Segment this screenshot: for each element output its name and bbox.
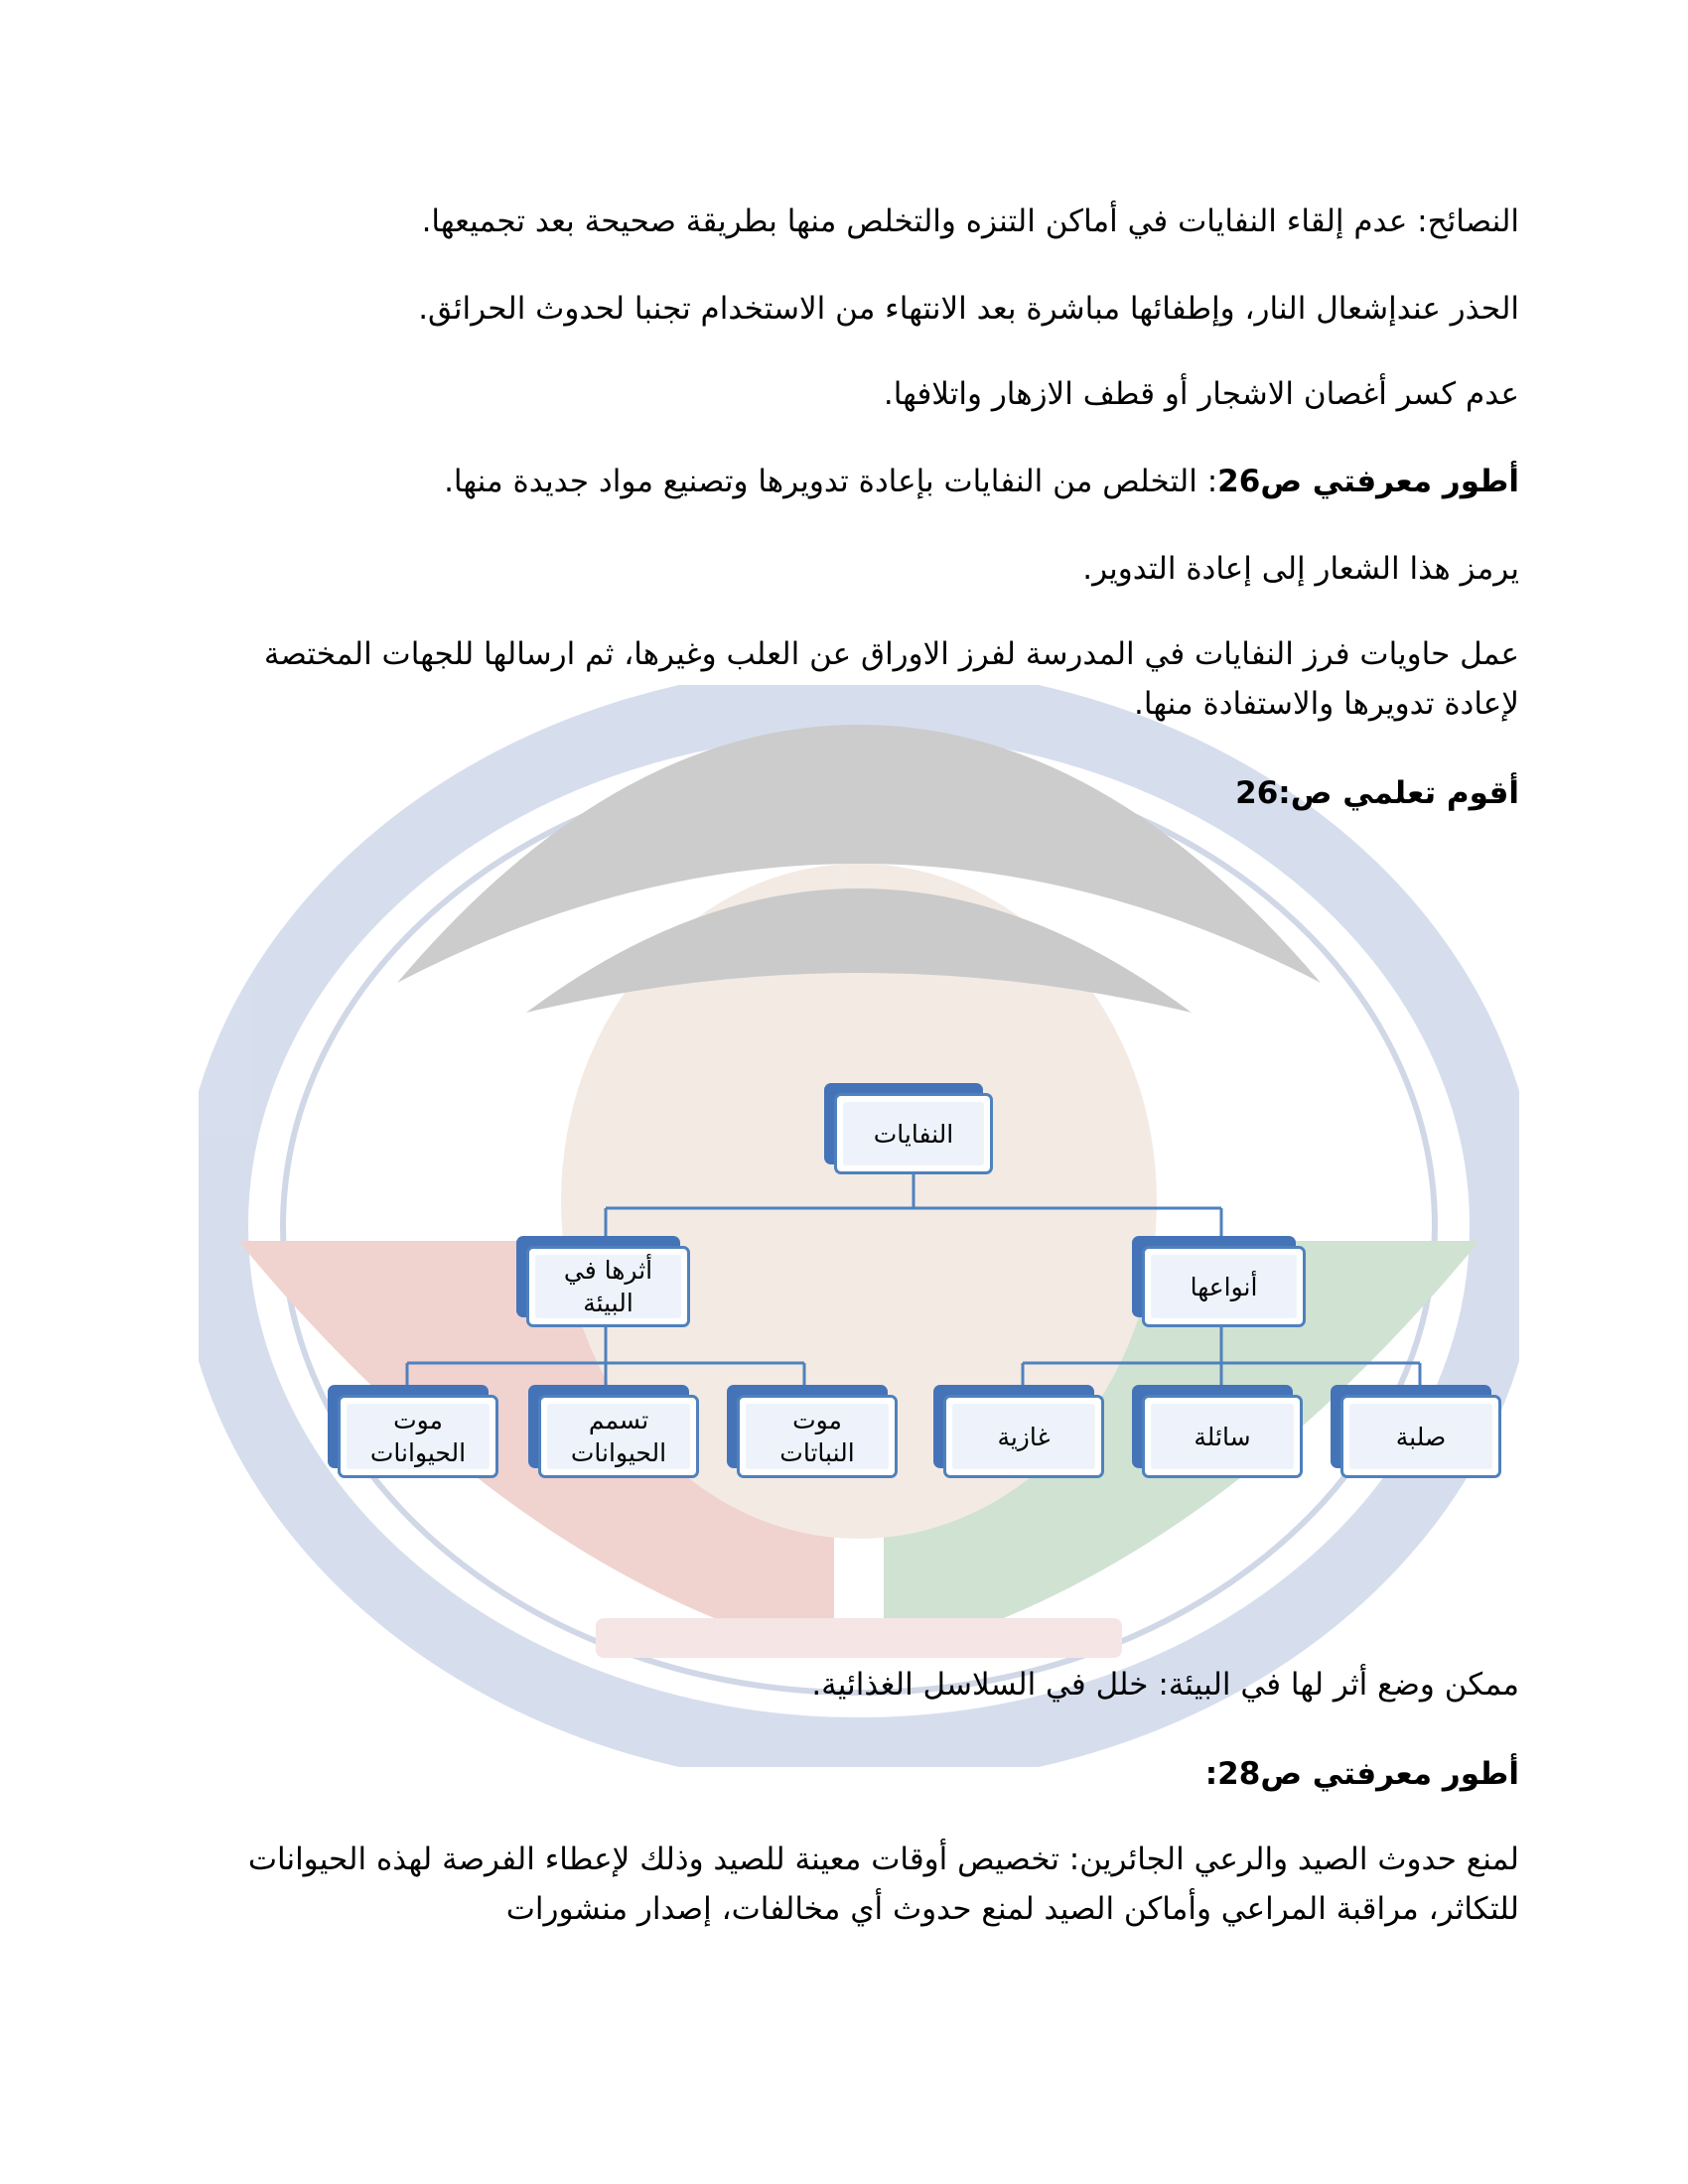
section-heading-28: أطور معرفتي ص28: <box>1204 1756 1519 1792</box>
trees-paragraph: عدم كسر أغصان الاشجار أو قطف الازهار واتلافها. <box>883 376 1519 412</box>
hunting-paragraph: لمنع حدوث الصيد والرعي الجائرين: تخصيص أوقات معينة للصيد وذلك لإعطاء الفرصة لهذه الحيوانات للتكاثر، مراقبة المراعي وأماكن الصيد لمنع حدوث أي مخالفات، إصدار منشورات <box>247 1842 1519 1927</box>
node-types <box>1142 1246 1306 1327</box>
node-animal-poisoning-label: تسمم الحيوانات <box>570 1406 667 1467</box>
section-label-26: أطور معرفتي ص26 <box>1217 464 1519 499</box>
node-animal-death-label: موت الحيوانات <box>369 1406 467 1467</box>
sorting-paragraph: عمل حاويات فرز النفايات في المدرسة لفرز الاوراق عن العلب وغيرها، ثم ارسالها للجهات المختصة لإعادة تدويرها والاستفادة منها. <box>263 636 1519 722</box>
recycling-paragraph <box>228 457 1519 506</box>
node-gaseous-label: غازية <box>997 1422 1051 1451</box>
food-chain-paragraph: ممكن وضع أثر لها في البيئة: خلل في السلاسل الغذائية. <box>811 1667 1519 1703</box>
node-waste-root <box>834 1093 993 1174</box>
logo-paragraph: يرمز هذا الشعار إلى إعادة التدوير. <box>1082 551 1519 587</box>
node-types-label: أنواعها <box>1190 1272 1258 1301</box>
recycling-text: : التخلص من النفايات بإعادة تدويرها وتصنيع مواد جديدة منها. <box>444 464 1218 499</box>
node-liquid <box>1142 1395 1303 1478</box>
node-gaseous <box>943 1395 1104 1478</box>
advice-paragraph: النصائح: عدم إلقاء النفايات في أماكن التنزه والتخلص منها بطريقة صحيحة بعد تجميعها. <box>421 204 1519 239</box>
fire-caution-paragraph: الحذر عندإشعال النار، وإطفائها مباشرة بعد الانتهاء من الاستخدام تجنبا لحدوث الحرائق. <box>418 291 1519 327</box>
node-animal-poisoning <box>538 1395 699 1478</box>
node-liquid-label: سائلة <box>1194 1422 1251 1451</box>
node-animal-death <box>338 1395 498 1478</box>
node-waste-root-label: النفايات <box>873 1119 954 1149</box>
waste-org-chart <box>318 1077 1529 1514</box>
node-solid-label: صلبة <box>1395 1422 1447 1451</box>
node-solid <box>1340 1395 1501 1478</box>
node-effects-label: أثرها في البيئة <box>563 1256 653 1317</box>
node-effects <box>526 1246 690 1327</box>
node-plant-death <box>737 1395 898 1478</box>
section-heading-assess: أقوم تعلمي ص:26 <box>1235 775 1519 811</box>
node-plant-death-label: موت النباتات <box>779 1406 855 1467</box>
